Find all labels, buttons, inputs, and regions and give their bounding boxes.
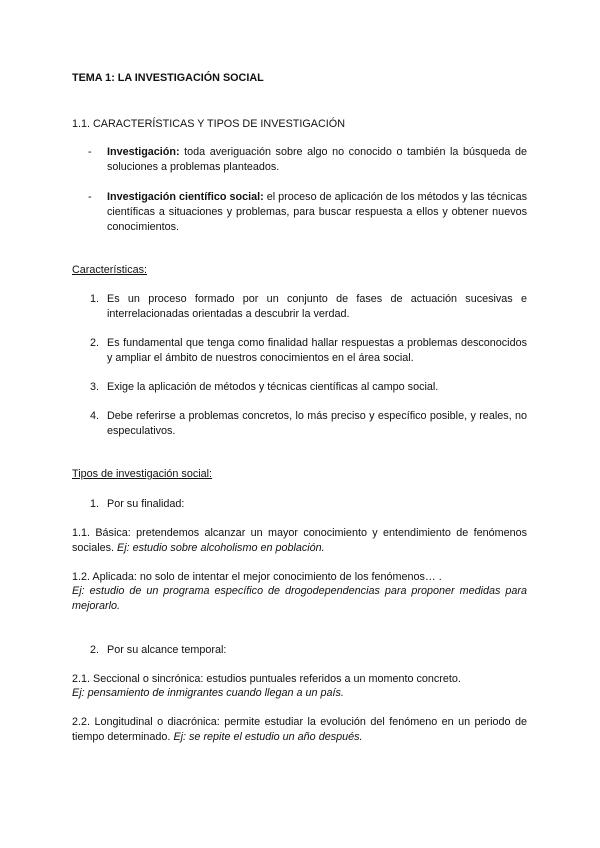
type-item-example-line <box>72 584 527 614</box>
list-item: Es fundamental que tenga como finalidad hallar respuestas a problemas desconocidos y ampliar el ámbito de nuestros conocimientos en el área social. <box>107 337 527 364</box>
section-heading: 1.1. CARACTERÍSTICAS Y TIPOS DE INVESTIGACIÓN <box>72 118 345 130</box>
list-number: 1. <box>90 498 100 510</box>
list-number: 2. <box>90 337 100 349</box>
list-item: Exige la aplicación de métodos y técnicas científicas al campo social. <box>107 381 439 393</box>
example-text: Ej: estudio de un programa específico de drogodependencias para proponer medidas para mejorarlo. <box>72 585 527 612</box>
list-number: 2. <box>90 644 100 656</box>
type-item-text: 1.2. Aplicada: no solo de intentar el mejor conocimiento de los fenómenos… . <box>72 571 442 583</box>
definition-item <box>107 145 527 175</box>
list-number: 1. <box>90 293 100 305</box>
type-item-text: 1.1. Básica: pretendemos alcanzar un mayor conocimiento y entendimiento de fenómenos sociales. <box>72 527 527 554</box>
type-item <box>72 715 527 745</box>
definition-term: Investigación: <box>107 146 180 158</box>
definition-item <box>107 190 527 235</box>
type-item-text: 2.1. Seccional o sincrónica: estudios puntuales referidos a un momento concreto. <box>72 673 461 685</box>
page-title: TEMA 1: LA INVESTIGACIÓN SOCIAL <box>72 72 264 84</box>
list-number: 3. <box>90 381 100 393</box>
definition-text: el proceso de aplicación de los métodos y las técnicas científicas a situaciones y problemas, para buscar respuesta a ellos y obtener nuevos conocimientos. <box>107 191 527 233</box>
subsection-heading: Características: <box>72 264 147 276</box>
list-item: Es un proceso formado por un conjunto de fases de actuación sucesivas e interrelacionadas orientadas a descubrir la verdad. <box>107 293 527 320</box>
example-text: Ej: se repite el estudio un año después. <box>173 731 363 743</box>
definition-text: toda averiguación sobre algo no conocido o también la búsqueda de soluciones a problemas planteados. <box>107 146 527 173</box>
bullet-dash: - <box>88 146 92 158</box>
type-label: Por su alcance temporal: <box>107 644 227 656</box>
type-item-example-line <box>72 686 527 701</box>
list-number: 4. <box>90 410 100 422</box>
type-label: Por su finalidad: <box>107 498 185 510</box>
type-item-text: 2.2. Longitudinal o diacrónica: permite estudiar la evolución del fenómeno en un periodo de tiempo determinado. <box>72 716 527 743</box>
list-item: Debe referirse a problemas concretos, lo más preciso y específico posible, y reales, no especulativos. <box>107 410 527 437</box>
type-item <box>72 526 527 556</box>
subsection-heading: Tipos de investigación social: <box>72 468 213 480</box>
example-text: Ej: pensamiento de inmigrantes cuando llegan a un país. <box>72 687 344 699</box>
example-text: Ej: estudio sobre alcoholismo en población. <box>117 542 325 554</box>
bullet-dash: - <box>88 191 92 203</box>
definition-term: Investigación científico social: <box>107 191 264 203</box>
